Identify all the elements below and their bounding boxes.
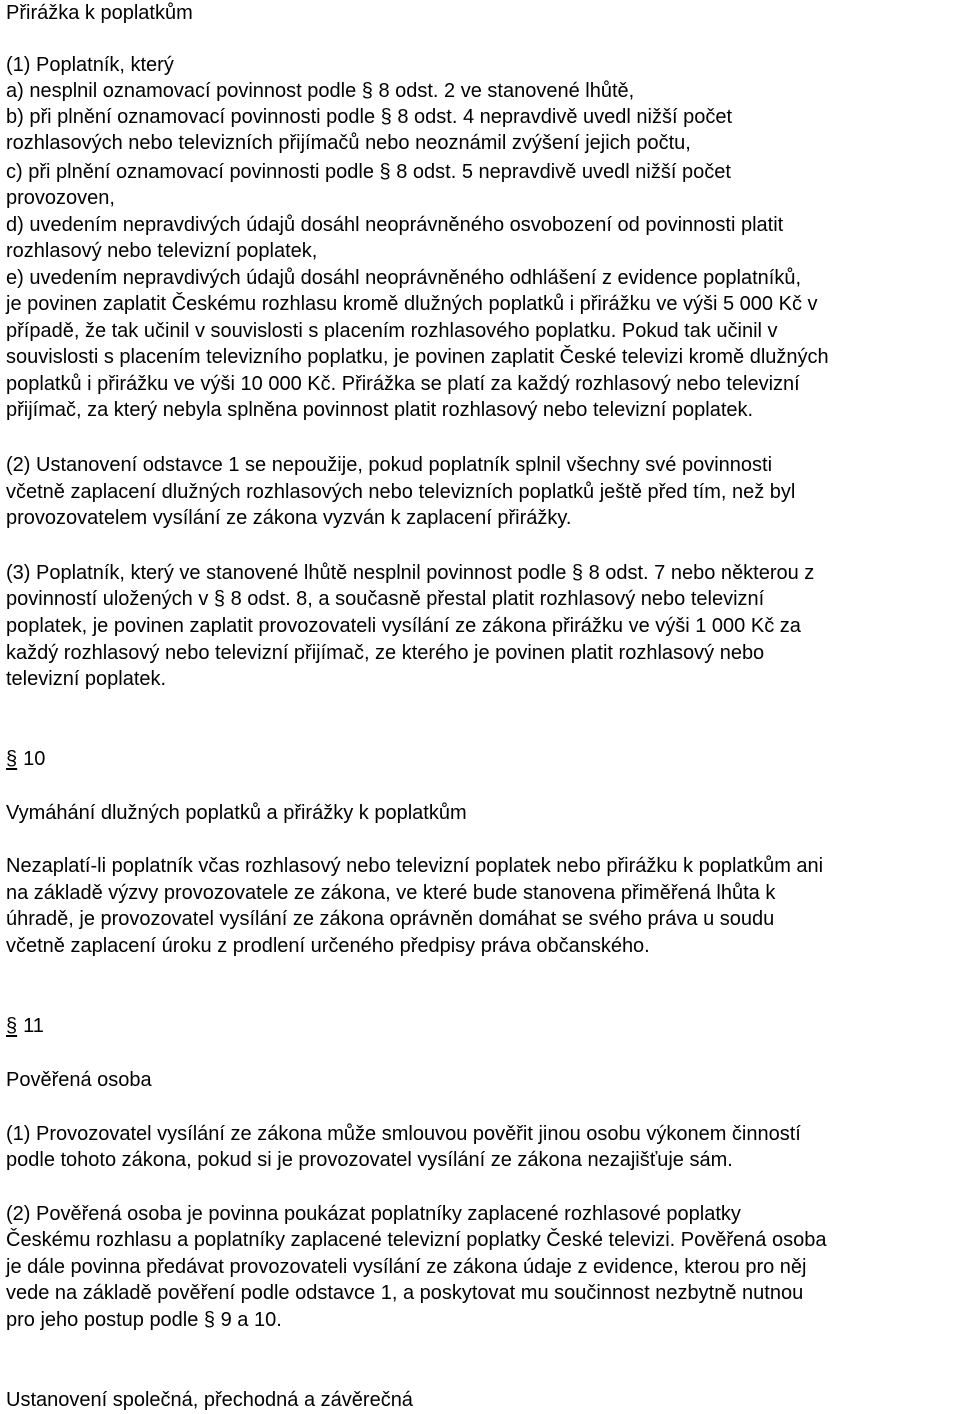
paragraph-line: na základě výzvy provozovatele ze zákona, ve které bude stanovena přiměřená lhůta k: [6, 882, 776, 904]
paragraph-line: poplatek, je povinen zaplatit provozovateli vysílání ze zákona přirážku ve výši 1 000 Kč za: [6, 615, 801, 637]
paragraph-line: (1) Provozovatel vysílání ze zákona může smlouvou pověřit jinou osobu výkonem činností: [6, 1123, 801, 1145]
paragraph-line: včetně zaplacení úroku z prodlení určeného předpisy práva občanského.: [6, 935, 650, 957]
paragraph-line: (2) Ustanovení odstavce 1 se nepoužije, pokud poplatník splnil všechny své povinnosti: [6, 454, 773, 476]
paragraph-line: pro jeho postup podle § 9 a 10.: [6, 1309, 282, 1331]
paragraph-line: případě, že tak učinil v souvislosti s placením rozhlasového poplatku. Pokud tak učinil v: [6, 320, 778, 342]
paragraph-line: a) nesplnil oznamovací povinnost podle § 8 odst. 2 ve stanovené lhůtě,: [6, 80, 635, 102]
section-11-heading: [6, 1013, 44, 1039]
paragraph-line: e) uvedením nepravdivých údajů dosáhl neoprávněného odhlášení z evidence poplatníků,: [6, 267, 801, 289]
paragraph-line: (2) Pověřená osoba je povinna poukázat poplatníky zaplacené rozhlasové poplatky: [6, 1203, 741, 1225]
paragraph-line: vede na základě pověření podle odstavce 1, a poskytovat mu součinnost nezbytně nutnou: [6, 1282, 804, 1304]
paragraph-line: d) uvedením nepravdivých údajů dosáhl neoprávněného osvobození od povinnosti platit: [6, 214, 784, 236]
paragraph-line: přijímač, za který nebyla splněna povinnost platit rozhlasový nebo televizní poplatek.: [6, 399, 754, 421]
paragraph-line: je povinen zaplatit Českému rozhlasu kromě dlužných poplatků i přirážku ve výši 5 000 Kč v: [6, 293, 818, 315]
paragraph-line: (3) Poplatník, který ve stanovené lhůtě nesplnil povinnost podle § 8 odst. 7 nebo některou z: [6, 562, 815, 584]
paragraph-line: poplatků i přirážku ve výši 10 000 Kč. Přirážka se platí za každý rozhlasový nebo televizní: [6, 373, 800, 395]
paragraph-line: je dále povinna předávat provozovateli vysílání ze zákona údaje z evidence, kterou pro něj: [6, 1256, 807, 1278]
section-number: 10: [23, 748, 46, 770]
paragraph-line: televizní poplatek.: [6, 668, 167, 690]
paragraph-line: Českému rozhlasu a poplatníky zaplacené televizní poplatky České televizi. Pověřená osoba: [6, 1229, 827, 1251]
paragraph-line: rozhlasových nebo televizních přijímačů nebo neoznámil zvýšení jejich počtu,: [6, 132, 691, 154]
paragraph-line: rozhlasový nebo televizní poplatek,: [6, 240, 318, 262]
heading-final: Ustanovení společná, přechodná a závěrečná: [6, 1389, 413, 1411]
section-symbol: §: [6, 1015, 18, 1037]
paragraph-line: včetně zaplacení dlužných rozhlasových nebo televizních poplatků ještě před tím, než byl: [6, 481, 796, 503]
paragraph-line: provozovatelem vysílání ze zákona vyzván k zaplacení přirážky.: [6, 507, 572, 529]
paragraph-line: úhradě, je provozovatel vysílání ze zákona oprávněn domáhat se svého práva u soudu: [6, 908, 775, 930]
section-10-title: Vymáhání dlužných poplatků a přirážky k poplatkům: [6, 802, 467, 824]
section-10-heading: [6, 746, 45, 772]
paragraph-line: b) při plnění oznamovací povinnosti podle § 8 odst. 4 nepravdivě uvedl nižší počet: [6, 106, 732, 128]
paragraph-line: každý rozhlasový nebo televizní přijímač, ze kterého je povinen platit rozhlasový nebo: [6, 642, 765, 664]
heading-surcharge: Přirážka k poplatkům: [6, 2, 193, 24]
section-number: 11: [23, 1015, 44, 1037]
paragraph-line: Nezaplatí-li poplatník včas rozhlasový nebo televizní poplatek nebo přirážku k poplatkům ani: [6, 855, 824, 877]
paragraph-line: (1) Poplatník, který: [6, 54, 174, 76]
paragraph-line: podle tohoto zákona, pokud si je provozovatel vysílání ze zákona nezajišťuje sám.: [6, 1149, 733, 1171]
section-symbol: §: [6, 748, 18, 770]
section-11-title: Pověřená osoba: [6, 1069, 152, 1091]
paragraph-line: souvislosti s placením televizního poplatku, je povinen zaplatit České televizi kromě dlužných: [6, 346, 829, 368]
paragraph-line: provozoven,: [6, 187, 115, 209]
paragraph-line: povinností uložených v § 8 odst. 8, a současně přestal platit rozhlasový nebo televizní: [6, 588, 765, 610]
paragraph-line: c) při plnění oznamovací povinnosti podle § 8 odst. 5 nepravdivě uvedl nižší počet: [6, 161, 731, 183]
